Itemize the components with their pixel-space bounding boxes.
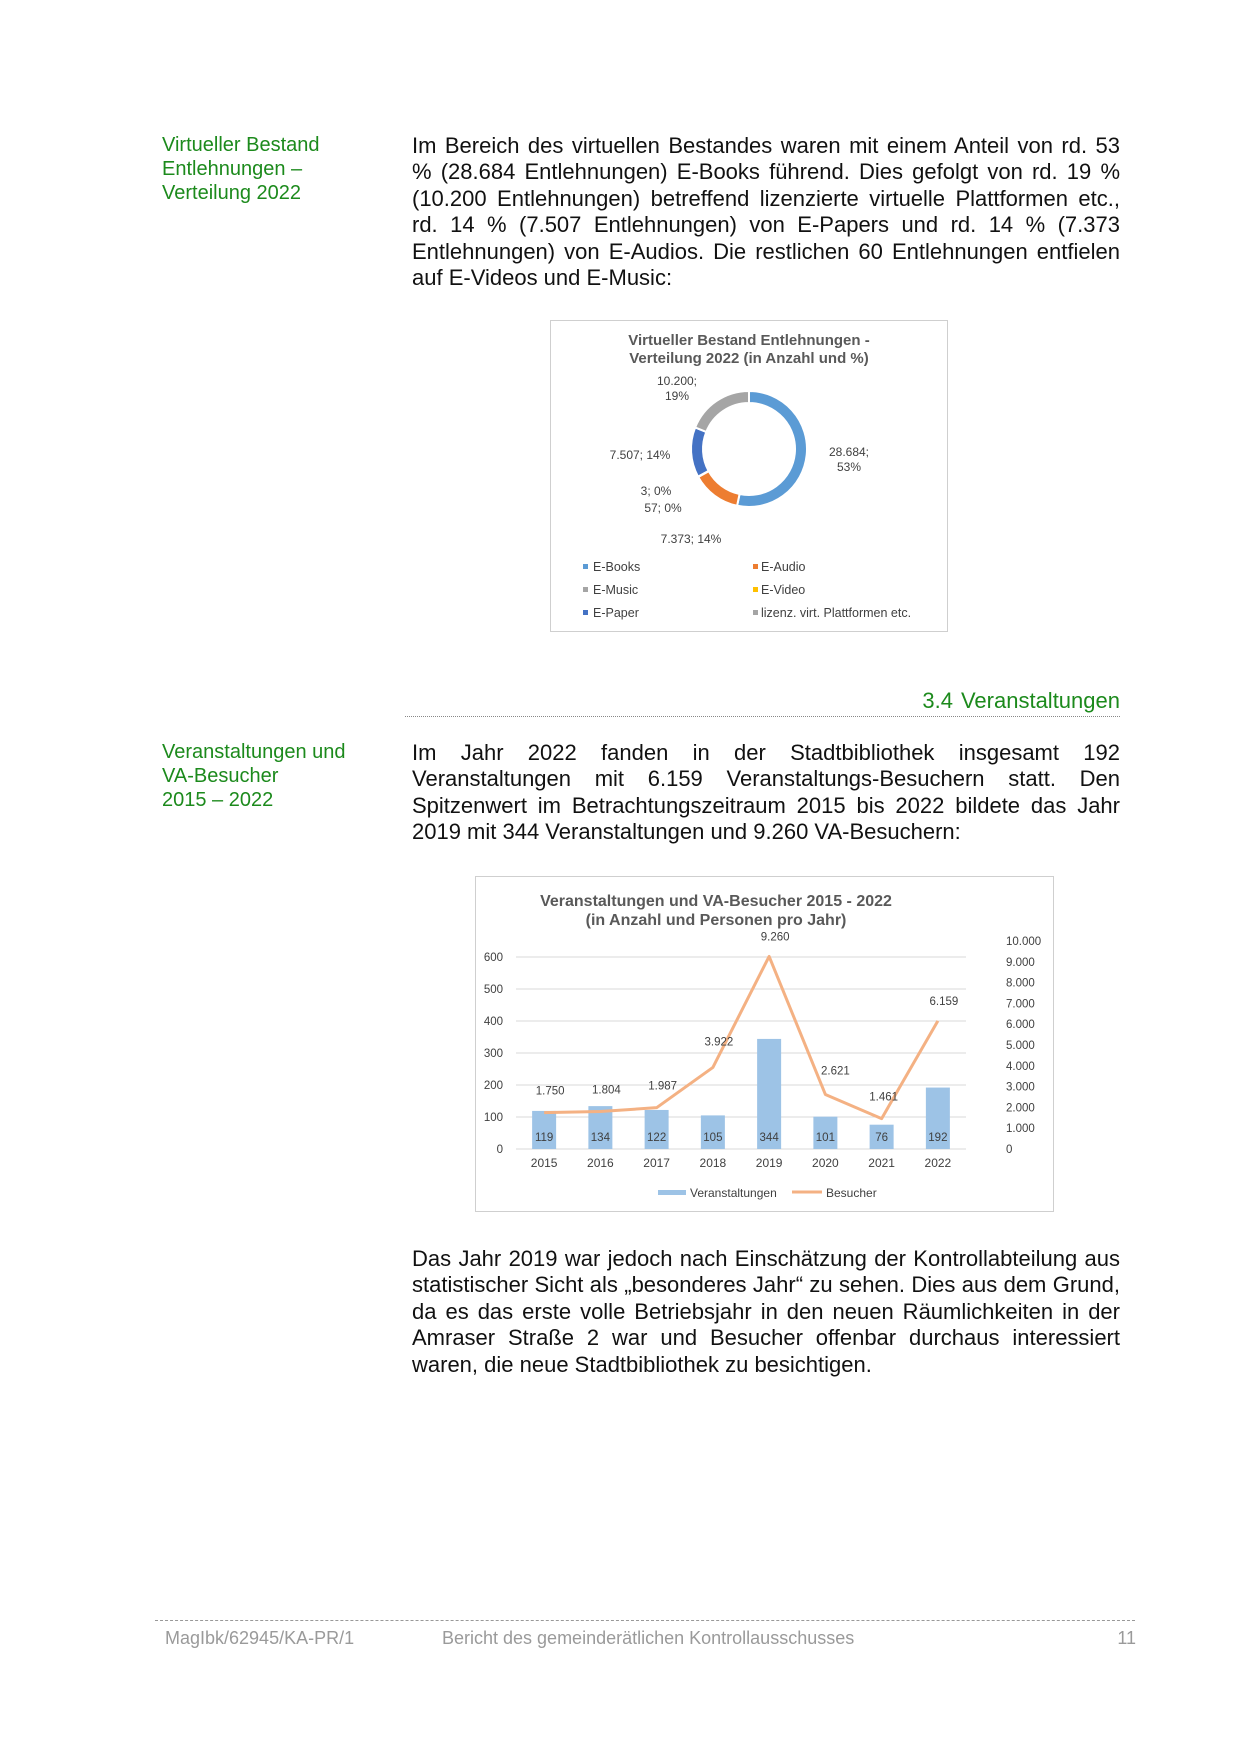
bar-value-label: 134	[590, 1132, 610, 1144]
x-tick-label: 2020	[812, 1156, 839, 1170]
donut-label-epaper: 7.507; 14%	[609, 448, 671, 462]
legend-label: E-Paper	[593, 606, 639, 620]
section-divider	[405, 716, 1120, 717]
donut-label-platforms-pct: 19%	[664, 389, 690, 403]
legend-label: E-Audio	[761, 560, 806, 574]
donut-label-ebooks-pct: 53%	[836, 460, 862, 474]
virtual-paragraph: Im Bereich des virtuellen Bestandes waren mit einem Anteil von rd. 53 % (28.684 Entlehnungen) E-Books führend. Dies gefolgt von rd. 19 % (10.200 Entlehnungen) betreffend lizenzierte virtuelle Plattformen etc., rd. 14 % (7.507 Entlehnungen) von E-Papers und rd. 14 % (7.373 Entlehnungen) von E-Audios. Die restlichen 60 Entlehnungen entfielen auf E-Videos und E-Music:	[412, 133, 1120, 291]
donut-slice-e-books	[737, 391, 807, 507]
events-paragraph-2: Das Jahr 2019 war jedoch nach Einschätzung der Kontrollabteilung aus statistischer Sicht als „besonderes Jahr“ zu sehen. Dies aus dem Grund, da es das erste volle Betriebsjahr in den neuen Räumlichkeiten in der Amraser Straße 2 war und Besucher offenbar durchaus interessiert waren, die neue Stadtbibliothek zu besichtigen.	[412, 1246, 1120, 1377]
x-tick-label: 2022	[924, 1156, 952, 1170]
y-left-tick: 500	[483, 984, 503, 996]
donut-label-platforms: 10.200;	[656, 374, 698, 388]
y-right-tick: 0	[1006, 1144, 1013, 1156]
events-chart	[475, 876, 1054, 1212]
y-left-tick: 300	[483, 1048, 503, 1060]
events-chart-svg	[476, 877, 1053, 1211]
footer-title: Bericht des gemeinderätlichen Kontrollausschusses	[442, 1628, 855, 1648]
donut-title-line: Virtueller Bestand Entlehnungen -	[628, 332, 870, 349]
y-left-tick: 100	[483, 1112, 503, 1124]
legend-label: lizenz. virt. Plattformen etc.	[761, 606, 912, 620]
donut-label-eaudio: 7.373; 14%	[660, 532, 722, 546]
donut-chart	[550, 320, 948, 632]
line-value-label: 1.804	[591, 1084, 621, 1097]
y-right-tick: 4.000	[1006, 1060, 1035, 1073]
legend-swatch	[753, 587, 758, 592]
x-tick-label: 2016	[587, 1156, 614, 1170]
legend-swatch	[583, 564, 588, 569]
bar-value-label: 122	[647, 1132, 667, 1144]
x-tick-label: 2019	[755, 1156, 783, 1170]
section-number: 3.4	[922, 688, 953, 713]
y-right-tick: 5.000	[1006, 1040, 1035, 1052]
y-right-tick: 2.000	[1006, 1102, 1035, 1115]
legend-swatch-bar	[658, 1190, 686, 1195]
donut-label-evideo: 57; 0%	[644, 501, 682, 515]
legend-label-bar: Veranstaltungen	[690, 1186, 777, 1200]
margin-label-events	[162, 740, 382, 812]
legend-label: E-Music	[593, 583, 639, 597]
line-value-label: 9.260	[760, 931, 790, 944]
donut-slice-lizenz-virt-plattformen-etc-	[695, 391, 749, 432]
y-left-tick: 600	[483, 952, 503, 964]
legend-label: E-Books	[593, 560, 641, 574]
donut-slice-e-paper	[691, 427, 709, 476]
line-value-label: 1.461	[869, 1091, 899, 1104]
legend-swatch	[583, 587, 588, 592]
bar-value-label: 76	[875, 1132, 889, 1144]
margin-label-line: VA-Besucher	[162, 765, 279, 787]
y-right-tick: 9.000	[1006, 956, 1035, 969]
donut-title-line: Verteilung 2022 (in Anzahl und %)	[629, 350, 869, 367]
bar-value-label: 344	[759, 1132, 779, 1144]
x-tick-label: 2021	[868, 1156, 895, 1170]
donut-slice-e-audio	[698, 471, 739, 506]
legend-swatch	[753, 564, 758, 569]
margin-label-line: Entlehnungen –	[162, 158, 303, 180]
legend-label: E-Video	[761, 583, 806, 597]
margin-label-line: Veranstaltungen und	[162, 741, 346, 763]
bar-value-label: 192	[928, 1132, 948, 1144]
y-right-tick: 8.000	[1006, 977, 1035, 990]
bar-value-label: 105	[703, 1132, 723, 1144]
legend-swatch	[753, 610, 758, 615]
y-right-tick: 7.000	[1006, 998, 1035, 1011]
donut-label-emusic: 3; 0%	[640, 484, 672, 498]
x-tick-label: 2015	[530, 1156, 558, 1170]
margin-label-line: 2015 – 2022	[162, 789, 274, 811]
chart-title-line: Veranstaltungen und VA-Besucher 2015 - 2022	[540, 893, 892, 910]
section-title: Veranstaltungen	[960, 688, 1120, 713]
y-right-tick: 10.000	[1006, 936, 1042, 948]
margin-label-line: Verteilung 2022	[162, 182, 302, 204]
margin-label-line: Virtueller Bestand	[162, 134, 320, 156]
legend-swatch	[583, 610, 588, 615]
line-value-label: 3.922	[704, 1036, 734, 1049]
margin-label-virtual	[162, 133, 382, 205]
chart-title-line: (in Anzahl und Personen pro Jahr)	[585, 912, 847, 929]
footer-divider	[155, 1620, 1135, 1621]
y-left-tick: 200	[483, 1080, 503, 1092]
donut-label-ebooks: 28.684;	[828, 445, 870, 459]
section-heading	[900, 688, 1120, 714]
events-paragraph: Im Jahr 2022 fanden in der Stadtbibliothek insgesamt 192 Veranstaltungen mit 6.159 Veranstaltungs-Besuchern statt. Den Spitzenwert im Betrachtungszeitraum 2015 bis 2022 bildete das Jahr 2019 mit 344 Veranstaltungen und 9.260 VA-Besuchern:	[412, 740, 1120, 845]
footer-page-number: 11	[1117, 1628, 1136, 1648]
y-left-tick: 400	[483, 1016, 503, 1028]
legend-label-line: Besucher	[826, 1186, 877, 1200]
footer-reference: MagIbk/62945/KA-PR/1	[165, 1628, 355, 1648]
y-right-tick: 1.000	[1006, 1123, 1035, 1136]
line-value-label: 6.159	[929, 995, 959, 1008]
x-tick-label: 2018	[699, 1156, 727, 1170]
donut-chart-svg	[551, 321, 947, 631]
y-left-tick: 0	[496, 1144, 503, 1156]
line-value-label: 1.750	[535, 1085, 565, 1098]
y-right-tick: 3.000	[1006, 1081, 1035, 1094]
bar-value-label: 101	[815, 1132, 835, 1144]
bar-value-label: 119	[534, 1132, 554, 1144]
line-value-label: 1.987	[648, 1080, 678, 1093]
x-tick-label: 2017	[643, 1156, 670, 1170]
line-value-label: 2.621	[820, 1065, 850, 1078]
y-right-tick: 6.000	[1006, 1019, 1035, 1032]
